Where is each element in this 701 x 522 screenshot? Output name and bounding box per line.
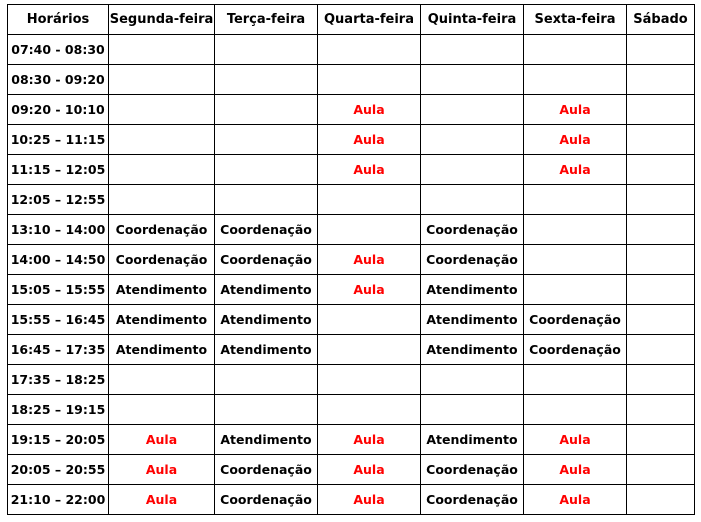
cell-terca: Atendimento [215,305,318,335]
cell-sexta: Aula [524,155,627,185]
time-slot-cell: 12:05 – 12:55 [8,185,109,215]
cell-quinta [421,155,524,185]
cell-sabado [627,245,695,275]
cell-segunda [109,65,215,95]
cell-terca [215,365,318,395]
cell-quarta: Aula [318,275,421,305]
table-row [8,335,695,365]
cell-segunda: Coordenação [109,245,215,275]
cell-segunda [109,185,215,215]
cell-sabado [627,185,695,215]
header-horarios: Horários [8,5,109,35]
cell-terca: Coordenação [215,455,318,485]
table-row [8,125,695,155]
cell-segunda [109,395,215,425]
header-sabado: Sábado [627,5,695,35]
cell-sexta [524,185,627,215]
table-row [8,485,695,515]
table-row [8,95,695,125]
cell-sexta: Aula [524,485,627,515]
cell-sabado [627,65,695,95]
cell-terca [215,35,318,65]
cell-quinta: Coordenação [421,215,524,245]
cell-terca [215,185,318,215]
time-slot-cell: 07:40 - 08:30 [8,35,109,65]
time-slot-cell: 21:10 – 22:00 [8,485,109,515]
cell-segunda [109,125,215,155]
cell-quarta [318,215,421,245]
cell-terca: Coordenação [215,485,318,515]
cell-sabado [627,305,695,335]
cell-quinta [421,365,524,395]
cell-terca: Atendimento [215,275,318,305]
table-row [8,275,695,305]
cell-terca [215,65,318,95]
time-slot-cell: 09:20 - 10:10 [8,95,109,125]
cell-terca [215,125,318,155]
cell-quinta [421,95,524,125]
time-slot-cell: 16:45 – 17:35 [8,335,109,365]
cell-segunda: Aula [109,425,215,455]
cell-terca: Atendimento [215,335,318,365]
cell-sabado [627,395,695,425]
cell-quarta [318,395,421,425]
cell-sabado [627,215,695,245]
cell-quinta: Coordenação [421,455,524,485]
cell-sabado [627,365,695,395]
cell-quarta [318,335,421,365]
cell-segunda [109,155,215,185]
cell-sabado [627,335,695,365]
time-slot-cell: 19:15 – 20:05 [8,425,109,455]
cell-terca [215,155,318,185]
table-row [8,65,695,95]
cell-sexta [524,35,627,65]
cell-quarta: Aula [318,485,421,515]
cell-sabado [627,35,695,65]
cell-quarta [318,35,421,65]
cell-segunda: Aula [109,455,215,485]
cell-quinta: Atendimento [421,335,524,365]
cell-sexta: Aula [524,125,627,155]
table-row [8,185,695,215]
cell-terca: Coordenação [215,245,318,275]
table-row [8,425,695,455]
time-slot-cell: 15:05 – 15:55 [8,275,109,305]
cell-sabado [627,425,695,455]
cell-sabado [627,155,695,185]
cell-quinta [421,185,524,215]
time-slot-cell: 20:05 – 20:55 [8,455,109,485]
cell-sexta: Aula [524,95,627,125]
cell-quarta: Aula [318,245,421,275]
cell-quinta: Coordenação [421,245,524,275]
cell-terca: Atendimento [215,425,318,455]
time-slot-cell: 18:25 – 19:15 [8,395,109,425]
cell-quinta [421,65,524,95]
table-row [8,365,695,395]
cell-quinta [421,125,524,155]
time-slot-cell: 10:25 – 11:15 [8,125,109,155]
cell-segunda: Atendimento [109,305,215,335]
cell-sexta [524,245,627,275]
table-row [8,395,695,425]
time-slot-cell: 14:00 – 14:50 [8,245,109,275]
table-row [8,155,695,185]
time-slot-cell: 11:15 – 12:05 [8,155,109,185]
time-slot-cell: 08:30 - 09:20 [8,65,109,95]
time-slot-cell: 15:55 – 16:45 [8,305,109,335]
cell-terca [215,95,318,125]
cell-sexta [524,65,627,95]
cell-terca: Coordenação [215,215,318,245]
cell-quarta [318,365,421,395]
cell-quinta [421,35,524,65]
cell-quarta [318,185,421,215]
cell-sexta: Aula [524,455,627,485]
table-row [8,35,695,65]
cell-sabado [627,275,695,305]
table-row [8,215,695,245]
header-quarta-feira: Quarta-feira [318,5,421,35]
cell-segunda: Atendimento [109,335,215,365]
cell-segunda [109,365,215,395]
header-row [8,5,695,35]
cell-quinta: Coordenação [421,485,524,515]
cell-sexta [524,365,627,395]
header-terca-feira: Terça-feira [215,5,318,35]
table-row [8,455,695,485]
cell-quarta: Aula [318,125,421,155]
time-slot-cell: 13:10 – 14:00 [8,215,109,245]
cell-sexta: Aula [524,425,627,455]
cell-quarta: Aula [318,95,421,125]
table-row [8,305,695,335]
cell-quarta [318,305,421,335]
schedule-table [7,4,695,515]
cell-sexta [524,215,627,245]
cell-segunda: Atendimento [109,275,215,305]
cell-sexta [524,275,627,305]
schedule-body [8,35,695,515]
cell-quarta: Aula [318,155,421,185]
cell-sexta [524,395,627,425]
cell-quinta: Atendimento [421,305,524,335]
cell-segunda [109,35,215,65]
cell-sabado [627,125,695,155]
cell-sexta: Coordenação [524,335,627,365]
header-quinta-feira: Quinta-feira [421,5,524,35]
cell-quarta [318,65,421,95]
cell-quarta: Aula [318,455,421,485]
table-row [8,245,695,275]
cell-segunda [109,95,215,125]
header-sexta-feira: Sexta-feira [524,5,627,35]
cell-quinta: Atendimento [421,275,524,305]
cell-quinta: Atendimento [421,425,524,455]
time-slot-cell: 17:35 – 18:25 [8,365,109,395]
cell-sabado [627,455,695,485]
cell-terca [215,395,318,425]
cell-sexta: Coordenação [524,305,627,335]
cell-segunda: Coordenação [109,215,215,245]
cell-quinta [421,395,524,425]
cell-sabado [627,95,695,125]
cell-quarta: Aula [318,425,421,455]
cell-segunda: Aula [109,485,215,515]
header-segunda-feira: Segunda-feira [109,5,215,35]
cell-sabado [627,485,695,515]
